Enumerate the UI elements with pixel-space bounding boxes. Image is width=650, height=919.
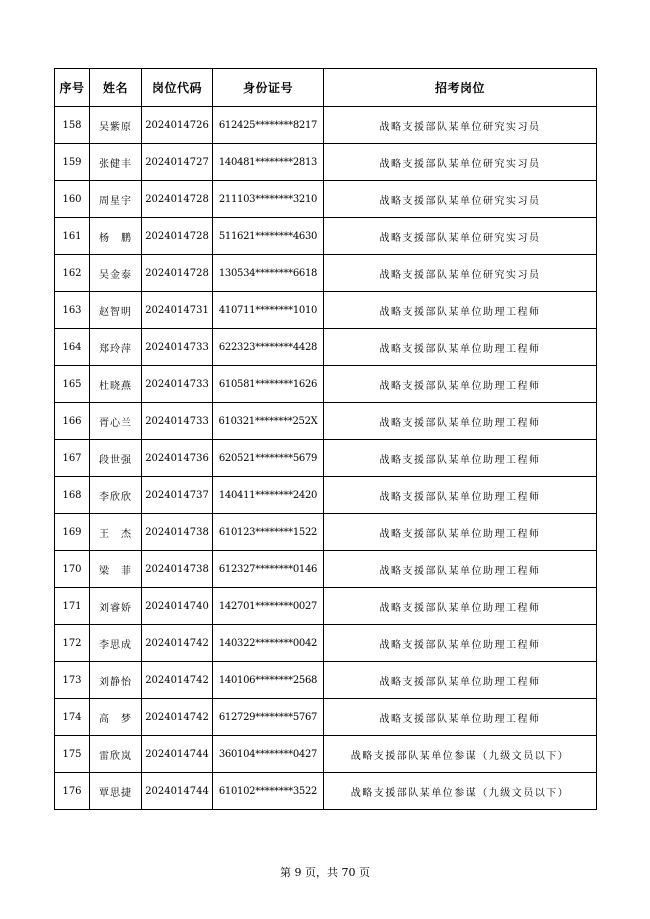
cell-post: 战略支援部队某单位助理工程师 [324,477,597,514]
cell-no: 173 [55,662,90,699]
cell-name: 李思成 [90,625,142,662]
header-code: 岗位代码 [142,69,213,107]
cell-id: 142701********0027 [213,588,324,625]
table-row [55,144,597,181]
cell-id: 610123********1522 [213,514,324,551]
cell-id: 211103********3210 [213,181,324,218]
cell-code: 2024014738 [142,551,213,588]
cell-name: 梁 菲 [90,551,142,588]
cell-post: 战略支援部队某单位助理工程师 [324,403,597,440]
cell-code: 2024014742 [142,662,213,699]
cell-post: 战略支援部队某单位助理工程师 [324,292,597,329]
table-body [55,107,597,810]
table-row [55,366,597,403]
header-no: 序号 [55,69,90,107]
cell-code: 2024014742 [142,699,213,736]
cell-no: 170 [55,551,90,588]
cell-name: 吴金泰 [90,255,142,292]
cell-no: 175 [55,736,90,773]
cell-no: 161 [55,218,90,255]
cell-id: 511621********4630 [213,218,324,255]
candidate-table [54,68,597,810]
cell-name: 段世强 [90,440,142,477]
cell-id: 620521********5679 [213,440,324,477]
cell-code: 2024014728 [142,255,213,292]
cell-post: 战略支援部队某单位助理工程师 [324,662,597,699]
cell-id: 410711********1010 [213,292,324,329]
cell-post: 战略支援部队某单位研究实习员 [324,144,597,181]
cell-no: 176 [55,773,90,810]
cell-post: 战略支援部队某单位助理工程师 [324,366,597,403]
cell-no: 165 [55,366,90,403]
cell-code: 2024014733 [142,403,213,440]
cell-post: 战略支援部队某单位助理工程师 [324,551,597,588]
cell-name: 王 杰 [90,514,142,551]
cell-no: 163 [55,292,90,329]
cell-no: 172 [55,625,90,662]
cell-name: 杨 鹏 [90,218,142,255]
cell-post: 战略支援部队某单位研究实习员 [324,255,597,292]
table-row [55,662,597,699]
cell-post: 战略支援部队某单位助理工程师 [324,588,597,625]
cell-id: 612729********5767 [213,699,324,736]
table-row [55,514,597,551]
cell-code: 2024014737 [142,477,213,514]
cell-post: 战略支援部队某单位研究实习员 [324,107,597,144]
cell-name: 赵智明 [90,292,142,329]
cell-code: 2024014733 [142,366,213,403]
cell-name: 高 梦 [90,699,142,736]
cell-name: 周星宇 [90,181,142,218]
table-row [55,107,597,144]
table-row [55,773,597,810]
cell-no: 174 [55,699,90,736]
table-row [55,440,597,477]
table-row [55,551,597,588]
cell-name: 覃思捷 [90,773,142,810]
cell-code: 2024014731 [142,292,213,329]
cell-no: 159 [55,144,90,181]
cell-no: 166 [55,403,90,440]
cell-id: 360104********0427 [213,736,324,773]
table-row [55,218,597,255]
cell-code: 2024014744 [142,736,213,773]
cell-no: 158 [55,107,90,144]
table-row [55,255,597,292]
cell-post: 战略支援部队某单位研究实习员 [324,218,597,255]
cell-name: 刘静怡 [90,662,142,699]
cell-name: 李欣欣 [90,477,142,514]
cell-id: 140106********2568 [213,662,324,699]
cell-id: 610581********1626 [213,366,324,403]
table-header [55,69,597,107]
cell-id: 610102********3522 [213,773,324,810]
cell-code: 2024014733 [142,329,213,366]
cell-code: 2024014728 [142,218,213,255]
cell-code: 2024014738 [142,514,213,551]
table-row [55,699,597,736]
cell-name: 张健丰 [90,144,142,181]
cell-code: 2024014728 [142,181,213,218]
header-post: 招考岗位 [324,69,597,107]
page-number: 第 9 页，共 70 页 [280,866,370,879]
cell-id: 140481********2813 [213,144,324,181]
table-row [55,292,597,329]
cell-code: 2024014740 [142,588,213,625]
table-row [55,329,597,366]
cell-no: 169 [55,514,90,551]
cell-post: 战略支援部队某单位助理工程师 [324,699,597,736]
cell-name: 杜晓燕 [90,366,142,403]
table-row [55,477,597,514]
cell-code: 2024014744 [142,773,213,810]
header-row [55,69,597,107]
table-row [55,181,597,218]
cell-id: 140411********2420 [213,477,324,514]
header-id: 身份证号 [213,69,324,107]
table-row [55,625,597,662]
cell-code: 2024014736 [142,440,213,477]
cell-post: 战略支援部队某单位助理工程师 [324,329,597,366]
cell-no: 171 [55,588,90,625]
cell-post: 战略支援部队某单位助理工程师 [324,514,597,551]
cell-post: 战略支援部队某单位助理工程师 [324,625,597,662]
cell-name: 刘睿娇 [90,588,142,625]
cell-name: 雷欣岚 [90,736,142,773]
cell-no: 162 [55,255,90,292]
header-name: 姓名 [90,69,142,107]
table-row [55,403,597,440]
cell-post: 战略支援部队某单位参谋（九级文员以下） [324,773,597,810]
cell-name: 吴紫原 [90,107,142,144]
cell-name: 郑玲萍 [90,329,142,366]
cell-post: 战略支援部队某单位研究实习员 [324,181,597,218]
cell-name: 胥心兰 [90,403,142,440]
cell-code: 2024014726 [142,107,213,144]
table-row [55,588,597,625]
cell-id: 612327********0146 [213,551,324,588]
cell-id: 612425********8217 [213,107,324,144]
cell-no: 168 [55,477,90,514]
cell-no: 164 [55,329,90,366]
cell-post: 战略支援部队某单位助理工程师 [324,440,597,477]
cell-no: 160 [55,181,90,218]
cell-no: 167 [55,440,90,477]
cell-id: 130534********6618 [213,255,324,292]
cell-id: 140322********0042 [213,625,324,662]
cell-post: 战略支援部队某单位参谋（九级文员以下） [324,736,597,773]
table-row [55,736,597,773]
cell-id: 610321********252X [213,403,324,440]
cell-id: 622323********4428 [213,329,324,366]
cell-code: 2024014727 [142,144,213,181]
cell-code: 2024014742 [142,625,213,662]
